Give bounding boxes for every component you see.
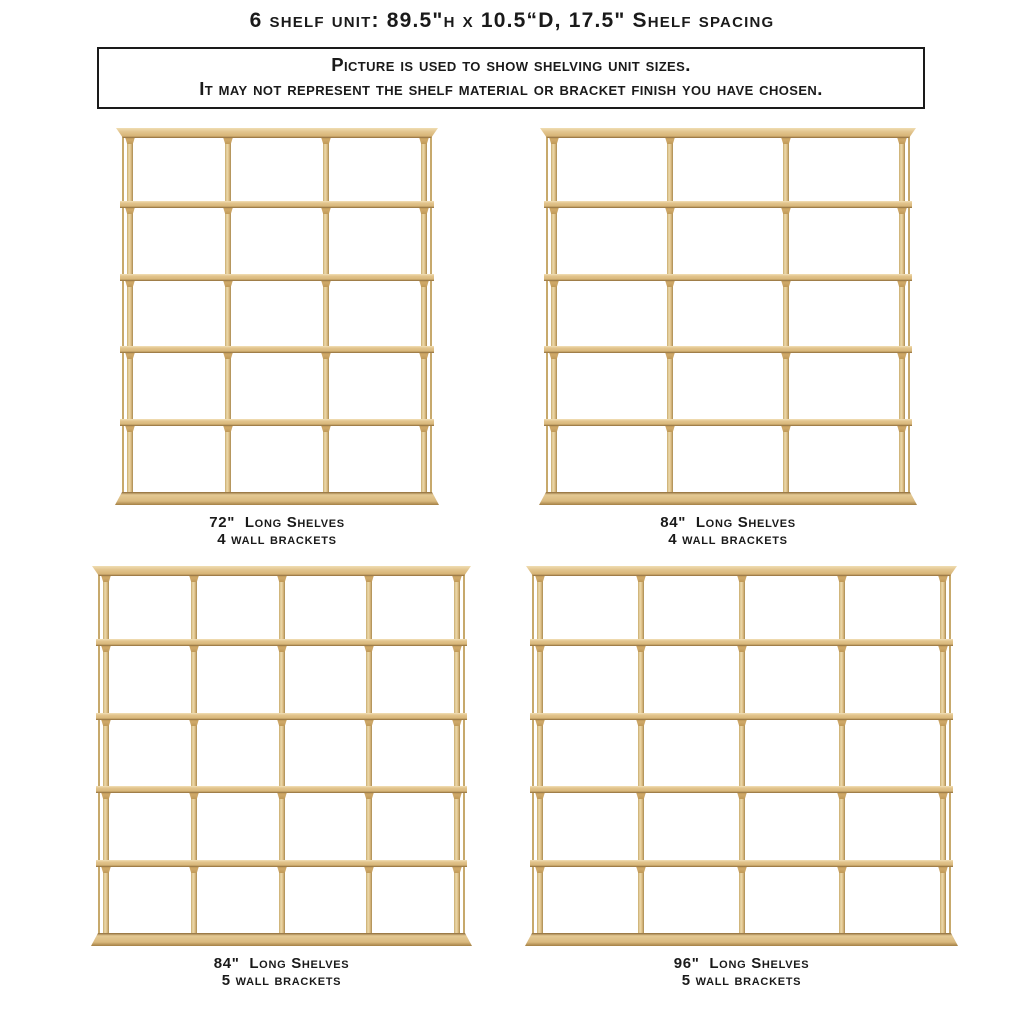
unit-caption-length: 84" Long Shelves	[660, 514, 796, 531]
notice-line-1: Picture is used to show shelving unit sizes.	[331, 54, 691, 75]
shelf-board	[544, 346, 912, 353]
bracket-post	[537, 568, 543, 942]
bottom-shelf-board	[525, 933, 958, 946]
bracket-post	[839, 568, 845, 942]
bracket-post	[899, 130, 905, 501]
shelf-board	[530, 639, 953, 646]
shelf-board	[96, 860, 467, 867]
shelf-unit-72in-4-brackets	[122, 128, 432, 548]
bracket-post	[103, 568, 109, 942]
unit-caption-length: 84" Long Shelves	[213, 955, 350, 972]
top-shelf-board	[92, 566, 471, 576]
shelf-unit-84in-4-brackets	[546, 128, 910, 548]
bracket-post	[279, 568, 285, 942]
bracket-back-rail	[98, 570, 100, 940]
bracket-post	[225, 130, 231, 501]
bracket-post	[421, 130, 427, 501]
notice-box	[97, 47, 925, 109]
top-shelf-board	[116, 128, 438, 138]
notice-line-2: It may not represent the shelf material or bracket finish you have chosen.	[199, 78, 823, 99]
shelf-board	[530, 786, 953, 793]
shelf-board	[120, 419, 434, 426]
shelf-unit-illustration	[98, 566, 465, 946]
bracket-back-rail	[122, 132, 124, 499]
bracket-post	[940, 568, 946, 942]
unit-caption-brackets: 4 wall brackets	[217, 531, 337, 548]
shelf-board	[120, 346, 434, 353]
shelf-board	[544, 419, 912, 426]
shelf-board	[120, 201, 434, 208]
unit-caption	[546, 514, 910, 548]
unit-caption	[122, 514, 432, 548]
unit-caption-brackets: 5 wall brackets	[221, 972, 342, 989]
bottom-shelf-board	[91, 933, 472, 946]
bottom-shelf-board	[539, 492, 917, 505]
top-shelf-board	[540, 128, 916, 138]
page-title: 6 shelf unit: 89.5"h x 10.5“D, 17.5" Shelf spacing	[249, 9, 775, 32]
unit-caption	[532, 955, 951, 989]
unit-caption-length: 96" Long Shelves	[673, 955, 810, 972]
bracket-back-rail	[463, 570, 465, 940]
bottom-shelf-board	[115, 492, 439, 505]
bracket-post	[551, 130, 557, 501]
bracket-back-rail	[546, 132, 548, 499]
bracket-post	[667, 130, 673, 501]
shelf-board	[96, 713, 467, 720]
shelf-board	[96, 786, 467, 793]
bracket-back-rail	[430, 132, 432, 499]
shelf-board	[120, 274, 434, 281]
bracket-back-rail	[908, 132, 910, 499]
unit-caption-brackets: 5 wall brackets	[681, 972, 802, 989]
shelf-board	[544, 274, 912, 281]
bracket-post	[739, 568, 745, 942]
shelf-unit-illustration	[122, 128, 432, 505]
bracket-post	[638, 568, 644, 942]
shelf-board	[96, 639, 467, 646]
shelf-board	[544, 201, 912, 208]
bracket-post	[323, 130, 329, 501]
shelf-unit-illustration	[546, 128, 910, 505]
bracket-back-rail	[949, 570, 951, 940]
top-shelf-board	[526, 566, 957, 576]
bracket-post	[454, 568, 460, 942]
unit-caption	[98, 955, 465, 989]
bracket-post	[191, 568, 197, 942]
unit-caption-brackets: 4 wall brackets	[668, 531, 788, 548]
unit-caption-length: 72" Long Shelves	[209, 514, 345, 531]
shelf-unit-96in-5-brackets	[532, 566, 951, 989]
shelf-unit-84in-5-brackets	[98, 566, 465, 989]
bracket-post	[783, 130, 789, 501]
bracket-post	[366, 568, 372, 942]
shelf-board	[530, 860, 953, 867]
bracket-post	[127, 130, 133, 501]
bracket-back-rail	[532, 570, 534, 940]
shelf-unit-illustration	[532, 566, 951, 946]
shelf-board	[530, 713, 953, 720]
